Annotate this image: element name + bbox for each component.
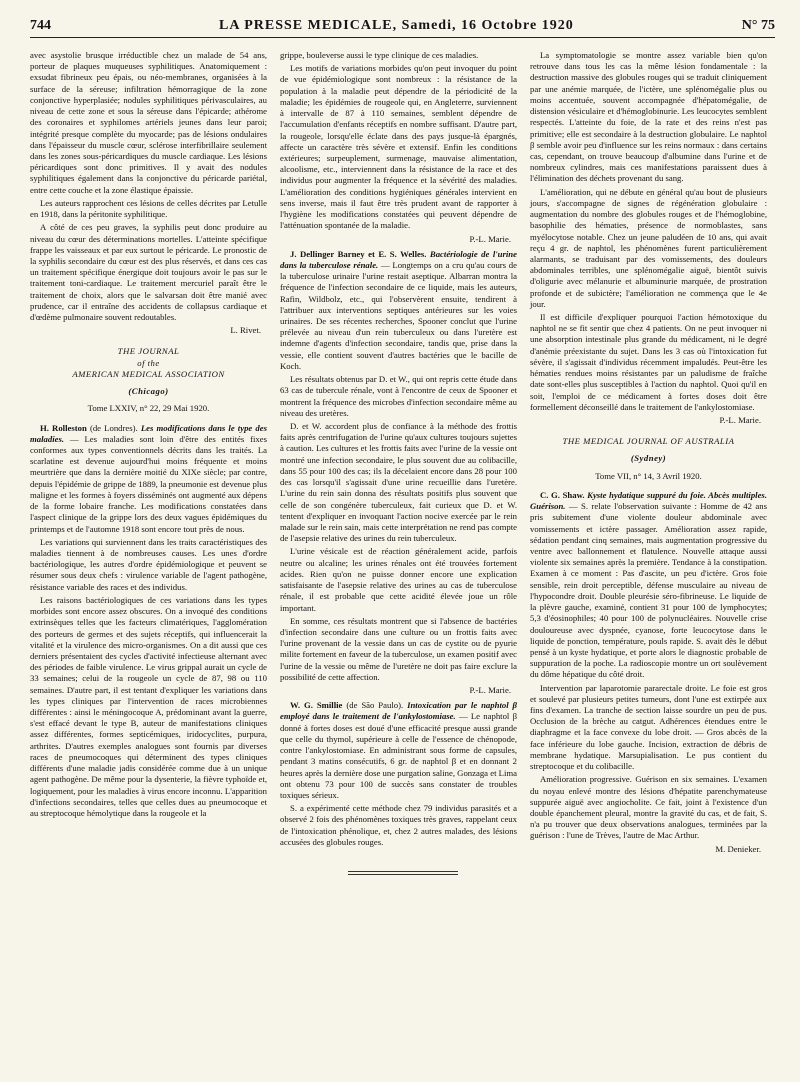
abstract-text: — Le naphtol β donné à fortes doses est doué d'une efficacité presque aussi grande que celle du thymol, supérieure à celle de l'essence de chénopode, contre l'ankylostomiase. En administrant sous forme de capsules, pendant 3 matins consécutifs, 6 gr. de naphtol β et en donnant 2 heures après la dernière dose une purgation saline, Gonzaga et Lima ont obtenu 73 pour 100 de succès sans constater de troubles toxiques sérieux. xyxy=(280,711,517,800)
abstract-text: — Longtemps on a cru qu'au cours de la tuberculose urinaire l'urine restait aseptique. Albarran montra la fréquence de l'infection secondaire de ce liquide, mais les auteurs, Rafin, Wildbolz, etc., qui l'observèrent ensuite, tendirent à l'attribuer aux interventions septiques antérieures sur les voies urinaires. De ses récentes recherches, Spooner conclut que l'urine prélevée au niveau d'un rein tuberculeux ou dans l'uretère est indemne d'agents d'infection secondaire, tandis que, prise dans la vessie, elle contient souvent d'autres bactéries que le bacille de Koch. xyxy=(280,259,517,371)
paragraph: S. a expérimenté cette méthode chez 79 individus parasités et a observé 2 fois des phénomènes toxiques très graves, rappelant ceux de l'intoxication phénolique, et, chez 2 autres malades, des lésions accusées des globules rouges. xyxy=(280,803,517,847)
author-name: W. G. Smillie xyxy=(290,700,343,711)
abstract-text: — S. relate l'observation suivante : Homme de 42 ans pris subitement d'une violente douleur abdominale avec vomissements et ictère passager. Amélioration assez rapide, sédation pendant cinq semaines, mais augmentation progressive du ventre avec ballonnement et flatulence. Nouvelle attaque aussi violente six semaines après la première. Tendance à la constipation. Examen à ce moment : Pas d'ascite, un peu d'ictère. Gros foie sensible, rein droit perceptible, défense musculaire au niveau de l'hypocondre droit. Double pleurésie séro-fibrineuse. Le liquide de la plèvre gauche, examiné, contient 31 pour 100 de lymphocytes; 5,3 d'éosinophiles; 40 pour 100 de polynucléaires. Nouvelle crise douloureuse avec dyspnée, cyanose, forte leucocytose dans le liquide de ponction, température, pouls rapide. S. avait dès le début pensé à un kyste hydatique, et porte alors le diagnostic probable de suppuration de la poche. La radioscopie montre un ort soulèvement du dôme hépatique du côté droit. xyxy=(530,501,767,680)
paragraph: En somme, ces résultats montrent que si l'absence de bactéries d'infection secondaire dans une culture ou un frottis faits avec l'urine provenant de la vessie dans un cas de cystite ou de pyurie milite fortement en faveur de la tuberculose, un examen positif avec l'urine de la vessie ou même de l'uretère ne doit pas faire exclure la possibilité de cette affection. xyxy=(280,615,517,682)
paragraph: Les raisons bactériologiques de ces variations dans les types morbides sont encore assez obscures. On a invoqué des conditions extrinsèques telles que les facteurs climatériques, l'agglomération des porteurs de germes et des sujets réceptifs, qui influencerait la vitalité et la virulence des micro-organismes. On a dit aussi que ces derniers présentaient des cycles d'activité infectieuse alternant avec des périodes de faible virulence. Le virus grippal aurait un cycle de 33 semaines; celui de la rougeole un cycle de 87, 98 ou 110 semaines. D'autre part, il est tentant d'expliquer les variations dans les types cliniques par l'intervention de races microbiennes différentes : ainsi le méningocoque A, prédominant avant la guerre, s'est effacé devant le type B, auteur de manifestations cliniques assez différentes, formes septicémiques, iridocyclites, purpura, arthrites. D'autres exemples analogues sont fournis par diverses races de pneumocoques qui déterminent des types cliniques différents d'une maladie jadis considérée comme due à un unique agent pathogène. De même pour la dysenterie, la fièvre typhoïde et, logiquement, pour les maladies à virus encore inconnu. L'apparition d'infections secondaires, telles que celles dues au pneumocoque et au streptocoque hémolytique dans la rougeole et la xyxy=(30,594,267,818)
publication-title: LA PRESSE MEDICALE, Samedi, 16 Octobre 1920 xyxy=(219,18,574,33)
abstract-intro xyxy=(530,490,767,681)
journal-heading xyxy=(530,436,767,464)
paragraph: L'urine vésicale est de réaction généralement acide, parfois neutre ou alcaline; les urines rénales ont été trouvées fortement acides. Rien qu'on ne puisse donner encore une explication satisfaisante de l'asepsie relative des urines au cas de tuberculose rénale, il est probable que cette acidité élevée joue un rôle important. xyxy=(280,546,517,613)
journal-heading xyxy=(30,346,267,397)
paragraph: Les motifs de variations morbides qu'on peut invoquer du point de vue épidémiologique sont nombreux : la résistance de la population à la maladie peut dépendre de la périodicité de la maladie; les épidémies de rougeole qui, en Angleterre, surviennent à intervalle de 87 à 110 semaines, semblent dépendre de l'accumulation d'enfants réceptifs en nombre suffisant. D'autre part, la rougeole, lorsqu'elle éclate dans des pays jusque-là épargnés, affecte un caractère très sévère et extensif. Enfin les conditions extérieures; surpeuplement, surmenage, mauvaise alimentation, alcoolisme, etc., interviennent dans la résistance de la race et des individus pour augmenter la fréquence et la sévérité des maladies. L'amélioration des conditions hygiéniques générales intervient en sens inverse, mais il faut être très prudent avant de rapporter à l'hygiène les modifications constatées qui peuvent dépendre de l'atténuation spontanée de la maladie. xyxy=(280,63,517,231)
column-1 xyxy=(30,50,267,859)
journal-title-line: THE JOURNAL xyxy=(117,346,180,357)
signature: P.-L. Marie. xyxy=(469,685,511,696)
paragraph: Les auteurs rapprochent ces lésions de celles décrites par Letulle en 1918, dans la péritonite syphilitique. xyxy=(30,197,267,220)
paragraph: Il est difficile d'expliquer pourquoi l'action hémotoxique du naphtol ne se fit sentir que chez 4 patients. On ne peut invoquer ni une absorption intestinale plus grande du médicament, ni le degré d'anémie préexistante du sujet. Dans les 3 cas où l'intoxication fut sévère, il s'agissait d'individus récemment impaludés. Peut-être les hématies rendues moins résistantes par un paludisme de fraîche date sont-elles plus susceptibles à l'action du naphtol. Quoi qu'il en soit, l'emploi de ce médicament à fortes doses doit être formellement déconseillé dans le traitement de l'ankylostomiase. xyxy=(530,312,767,412)
end-divider xyxy=(348,871,458,872)
paragraph: A côté de ces peu graves, la syphilis peut donc produire au niveau du cœur des déterminations mortelles. L'atteinte spécifique frappe les vaisseaux et par eux surtout le péricarde. Le pronostic de la syphilis secondaire du cœur est des plus réservés, et dans ces cas un traitement spécifique énergique doit toujours avoir le pas sur le traitement toni-cardiaque. Le traitement mercuriel paraît être le traitement de choix, alors que le salvarsan doit être manié avec prudence, car il entraîne des accidents de collapsus cardiaque et d'œdème pulmonaire souvent redoutables. xyxy=(30,222,267,323)
abstract-intro xyxy=(30,423,267,535)
paragraph: avec asystolie brusque irréductible chez un malade de 54 ans, porteur de plaques muqueuses syphilitiques. Anatomiquement : exsudat fibrineux peu épais, ou néo-membranes, organisées à la surface de la séreuse; infiltration hémorragique de la zone conjonctive hyperplasiée; nodules syphilitiques périvasculaires, au niveau de cette zone et sous la séreuse dans l'épicarde; athérome des coronaires et syphilomes artériels jeunes dans leur paroi; intégrité presque complète du myocarde; pas de lésions ondulaires dans l'épaisseur du muscle cœur, sclérose interfibrillaire seulement dans les zones sous-péricardiques du muscle cardiaque. Les lésions péricardiques sont donc primitives. Il y avait des nodules syphilitiques également dans la conjonctive du péricarde pariétal, entre cette couche et la zone élastique épaissie. xyxy=(30,50,267,195)
journal-title-line: of the xyxy=(137,357,160,368)
paragraph: Intervention par laparotomie pararectale droite. Le foie est gros et soulevé par plusieurs petites tumeurs, dont l'une est extirpée aux fins d'examen. La tranche de section laisse sourdre un peu de pus. Occlusion de la brèche au catgut. Adhérences étendues entre le diaphragme et la face convexe du lobe droit. — Gros abcès de la face inférieure du lobe gauche. Incision, extraction de débris de membrane hydatique. Marsupialisation. Le pus contient du streptocoque et du colibacille. xyxy=(530,682,767,772)
paragraph: Les résultats obtenus par D. et W., qui ont repris cette étude dans 63 cas de tubercule rénale, vont à l'encontre de ceux de Spooner et montrent la fréquence des microbes d'infection secondaire même au niveau des uretères. xyxy=(280,374,517,418)
article-columns xyxy=(30,50,775,859)
abstract-text: — Les maladies sont loin d'être des entités fixes conformes aux types conventionnels décrits dans les traités. La scarlatine est devenue aujourd'hui moins fréquente et moins meurtrière que dans la dernière moitié du XIXe siècle; par contre, depuis l'épidémie de grippe de 1889, la pneumonie est devenue plus maligne et les formes à foyers disséminés ont augmenté aux dépens de la forme lobaire franche. Les modifications constatées dans l'aspect clinique de la grippe lors des deux vagues épidémiques du printemps et de l'automne 1918 sont encore tout près de nous. xyxy=(30,433,267,534)
article-title: Bactériologie de l'urine dans la tuberculose rénale. xyxy=(280,248,517,270)
end-divider xyxy=(348,874,458,875)
issue-number: N° 75 xyxy=(741,18,775,33)
paragraph: grippe, bouleverse aussi le type clinique de ces maladies. xyxy=(280,50,479,60)
paragraph: Les variations qui surviennent dans les traits caractéristiques des maladies tiennent à de nombreuses causes. Les unes d'ordre bactériologique, les autres d'ordre épidémiologique et peuvent se résumer sous deux chefs : virulence variable de l'agent pathogène, résistance variable des races et des individus. xyxy=(30,536,267,592)
paragraph: La symptomatologie se montre assez variable bien qu'on retrouve dans tous les cas la même lésion fondamentale : la destruction massive des globules rouges qui se traduit cliniquement par une anémie marquée, de l'ictère, une splénomégalie plus ou moins accentuée, souvent accompagnée d'hépatomégalie, de distension vésiculaire et d'hémoglobinurie. Les leucocytes semblent respectés. L'atteinte du foie, de la rate et des reins n'est pas primitive; elle est secondaire à la destruction globulaire. Le naphtol β semble avoir peu d'influence sur les reins normaux : dans certains cas, cependant, on trouve beaucoup d'albumine dans l'urine et de nombreux cylindres, mais ces manifestations paraissent dues à l'élimination des déchets provenant du sang. xyxy=(530,50,767,184)
signature: P.-L. Marie. xyxy=(719,415,761,425)
author-name: J. Dellinger Barney et E. S. Welles. xyxy=(290,248,427,259)
author-name: C. G. Shaw. xyxy=(540,489,585,500)
article-title: Intoxication par le naphtol β employé dans le traitement de l'ankylostomiase. xyxy=(280,700,517,722)
newspaper-page xyxy=(30,10,775,1072)
journal-city: (Chicago) xyxy=(128,386,169,397)
article-title: Les modifications dans le type des maladies. xyxy=(30,422,267,444)
signature: L. Rivet. xyxy=(230,325,261,336)
journal-title-line: THE MEDICAL JOURNAL OF AUSTRALIA xyxy=(562,436,735,447)
page-header xyxy=(30,10,775,38)
journal-issue: Tome VII, n° 14, 3 Avril 1920. xyxy=(595,470,702,481)
signature: M. Denieker. xyxy=(715,843,761,854)
paragraph: L'amélioration, qui ne débute en général qu'au bout de plusieurs jours, s'accompagne de signes de régénération globulaire : augmentation du nombre des globules rouges et de l'hémoglobine, basophilie des hématies, présence de normoblastes, sans myélocytose notable. Chez un jeune paludéen de 10 ans, qui avait reçu 4 gr. de naphtol, les phénomènes furent particulièrement alarmants, se traduisant par des vomissements, des douleurs abdominales terribles, une splénomégalie aiguë, bientôt suivis d'oligurie avec mélanurie et albuminurie marquée, de prostration profonde et de subictère; l'amélioration ne commença que le 4e jour. xyxy=(530,186,767,309)
journal-title-line: AMERICAN MEDICAL ASSOCIATION xyxy=(72,368,225,379)
page-number: 744 xyxy=(30,18,51,33)
paragraph: Amélioration progressive. Guérison en six semaines. L'examen du noyau enlevé montre des lésions d'hépatite parenchymateuse suppurée aiguë avec angiocholite. Ce fait, joint à l'existence d'un double épanchement pleural, montre la gravité du cas, et de fait, S. n'a pu trouver que deux observations analogues, terminées par la guérison : l'une de Trèves, l'autre de Mac Arthur. xyxy=(530,774,767,841)
abstract-intro xyxy=(280,249,517,372)
author-affiliation: (de São Paulo). xyxy=(342,700,408,711)
author-affiliation: (de Londres). xyxy=(86,422,141,433)
journal-issue: Tome LXXIV, n° 22, 29 Mai 1920. xyxy=(87,403,210,414)
article-title: Kyste hydatique suppuré du foie. Abcès multiples. Guérison. xyxy=(530,489,767,512)
journal-city: (Sydney) xyxy=(630,453,667,464)
author-name: H. Rolleston xyxy=(40,422,87,433)
abstract-intro xyxy=(280,700,517,801)
signature: P.-L. Marie. xyxy=(469,233,511,244)
column-2 xyxy=(280,50,517,859)
column-3 xyxy=(530,50,767,859)
paragraph: D. et W. accordent plus de confiance à la méthode des frottis faits après centrifugation de l'urine qu'aux cultures toujours sujettes à caution. Les cultures et les frottis faits avec l'urine de la vessie ont montré une infection secondaire, le plus souvent due au colibacille, dans 55 pour 100 des cas; ils la décelaient encore dans 28 pour 100 des cas lorsqu'il s'agissait d'une urine recueillie dans l'uretère. L'urine du rein sain donna des résultats positifs plus souvent que celle de son congénère tuberculeux, fait curieux que D. et W. tentent d'expliquer en invoquant l'action nocive exercée par le rein malade sur le rein sain, mais cette interprétation ne rend pas compte de l'asepsie relative des urines du rein tuberculeux. xyxy=(280,421,517,544)
